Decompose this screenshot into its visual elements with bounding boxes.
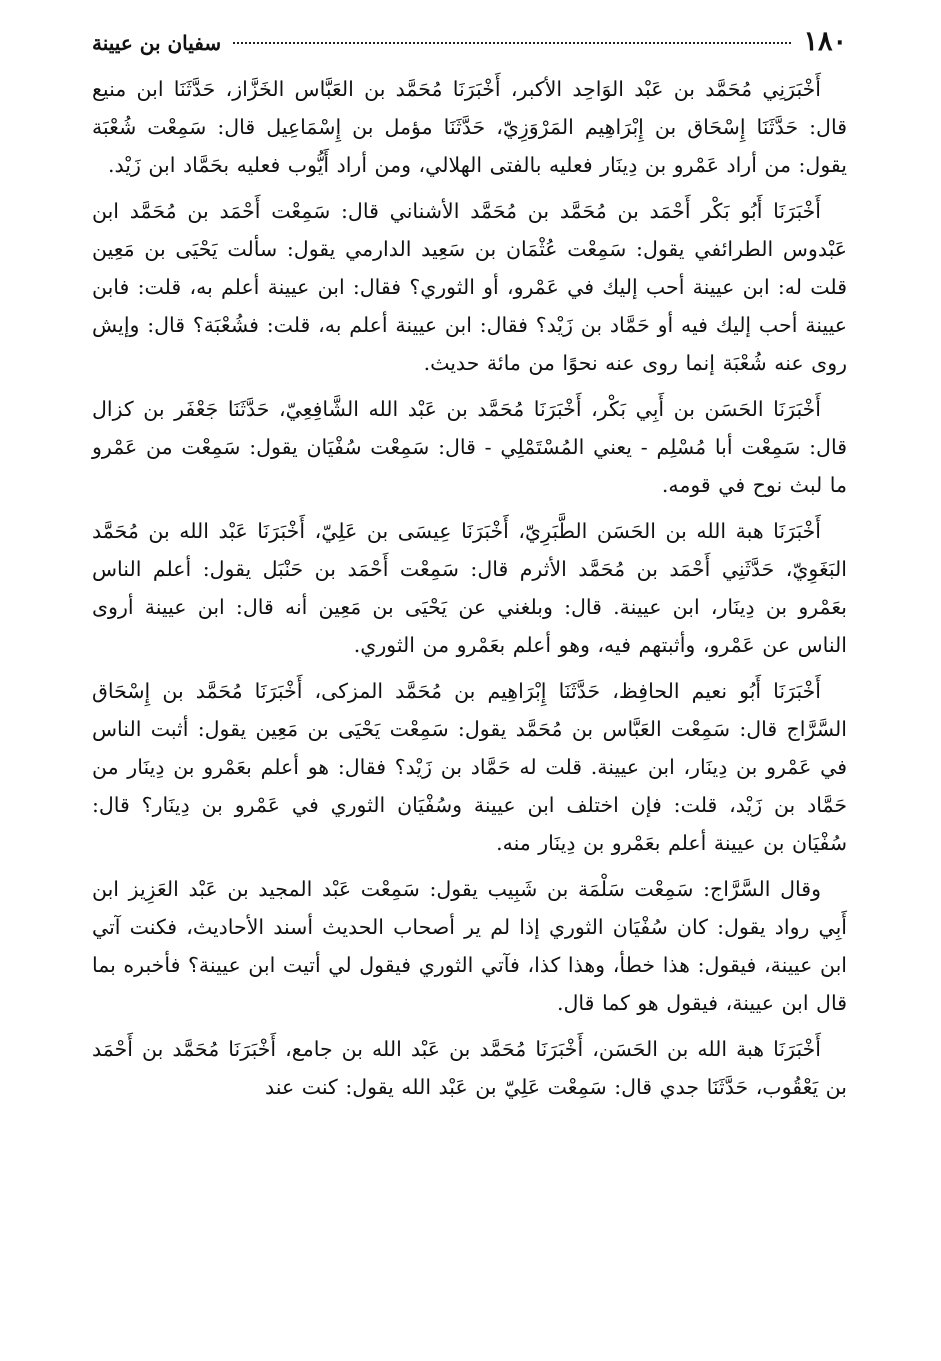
paragraph-7: أَخْبَرَنَا هبة الله بن الحَسَن، أَخْبَرَنَا مُحَمَّد بن عَبْد الله بن جامع، أَخْبَرَنَا مُحَمَّد بن أَحْمَد بن يَعْقُوب، حَدَّثَنَا جدي قال: سَمِعْت عَلِيّ بن عَبْد الله يقول: كنت عند [92, 1037, 847, 1099]
paragraph-1: أَخْبَرَنِي مُحَمَّد بن عَبْد الوَاحِد الأكبر، أَخْبَرَنَا مُحَمَّد بن العَبَّاس الخَزَّاز، حَدَّثَنَا ابن منيع قال: حَدَّثَنَا إِسْحَاق بن إِبْرَاهِيم المَرْوَزِيّ، حَدَّثَنَا مؤمل بن إِسْمَاعِيل قال: سَمِعْت شُعْبَة يقول: من أراد عَمْرو بن دِينَار فعليه بالفتى الهلالي، ومن أراد أَيُّوب فعليه بحَمَّاد ابن زَيْد. [92, 77, 847, 177]
paragraph-2: أَخْبَرَنَا أَبُو بَكْر أَحْمَد بن مُحَمَّد بن مُحَمَّد الأشناني قال: سَمِعْت أَحْمَد بن مُحَمَّد ابن عَبْدوس الطرائفي يقول: سَمِعْت عُثْمَان بن سَعِيد الدارمي يقول: سألت يَحْيَى بن مَعِين قلت له: ابن عيينة أحب إليك في عَمْرو، أو الثوري؟ فقال: ابن عيينة أعلم به، قلت: فابن عيينة أحب إليك فيه أو حَمَّاد بن زَيْد؟ فقال: ابن عيينة أعلم به، قلت: فشُعْبَة؟ قال: وإيش روى عنه شُعْبَة إنما روى عنه نحوًا من مائة حديث. [92, 199, 847, 375]
paragraph-4: أَخْبَرَنَا هبة الله بن الحَسَن الطَّبَرِيّ، أَخْبَرَنَا عِيسَى بن عَلِيّ، أَخْبَرَنَا عَبْد الله بن مُحَمَّد البَغَوِيّ، حَدَّثَنِي أَحْمَد بن مُحَمَّد الأثرم قال: سَمِعْت أَحْمَد بن حَنْبَل يقول: أعلم الناس بعَمْرو بن دِينَار، ابن عيينة. قال: وبلغني عن يَحْيَى بن مَعِين أنه قال: ابن عيينة أروى الناس عن عَمْرو، وأثبتهم فيه، وهو أعلم بعَمْرو من الثوري. [92, 519, 847, 657]
paragraph-6: وقال السَّرَّاج: سَمِعْت سَلْمَة بن شَبِيب يقول: سَمِعْت عَبْد المجيد بن عَبْد العَزِيز ابن أَبِي رواد يقول: كان سُفْيَان الثوري إذا لم ير أصحاب الحديث أسند الأحاديث، فكنت آتي ابن عيينة، فيقول: هذا خطأ، وهذا كذا، فآتي الثوري فيقول لي أتيت ابن عيينة؟ فأخبره بما قال ابن عيينة، فيقول هو كما قال. [92, 877, 847, 1015]
paragraph-5: أَخْبَرَنَا أَبُو نعيم الحافِظ، حَدَّثَنَا إِبْرَاهِيم بن مُحَمَّد المزكى، أَخْبَرَنَا مُحَمَّد بن إِسْحَاق السَّرَّاج قال: سَمِعْت العَبَّاس بن مُحَمَّد يقول: سَمِعْت يَحْيَى بن مَعِين يقول: أثبت الناس في عَمْرو بن دِينَار، ابن عيينة. قلت له حَمَّاد بن زَيْد؟ فقال: هو أعلم بعَمْرو بن دِينَار من حَمَّاد بن زَيْد، قلت: فإن اختلف ابن عيينة وسُفْيَان الثوري في عَمْرو بن دِينَار؟ قال: سُفْيَان بن عيينة أعلم بعَمْرو بن دِينَار منه. [92, 679, 848, 855]
header-dotted-leader [233, 42, 791, 44]
running-title: سفيان بن عيينة [92, 31, 222, 55]
paragraph-3: أَخْبَرَنَا الحَسَن بن أَبِي بَكْر، أَخْبَرَنَا مُحَمَّد بن عَبْد الله الشَّافِعِيّ، حَدَّثَنَا جَعْفَر بن كزال قال: سَمِعْت أبا مُسْلِم - يعني المُسْتَمْلِي - قال: سَمِعْت سُفْيَان يقول: سَمِعْت من عَمْرو ما لبث نوح في قومه. [92, 397, 847, 497]
body-text [92, 70, 847, 1106]
page-number: ١٨٠ [803, 26, 847, 57]
running-header [92, 26, 847, 64]
book-page [92, 26, 847, 1331]
